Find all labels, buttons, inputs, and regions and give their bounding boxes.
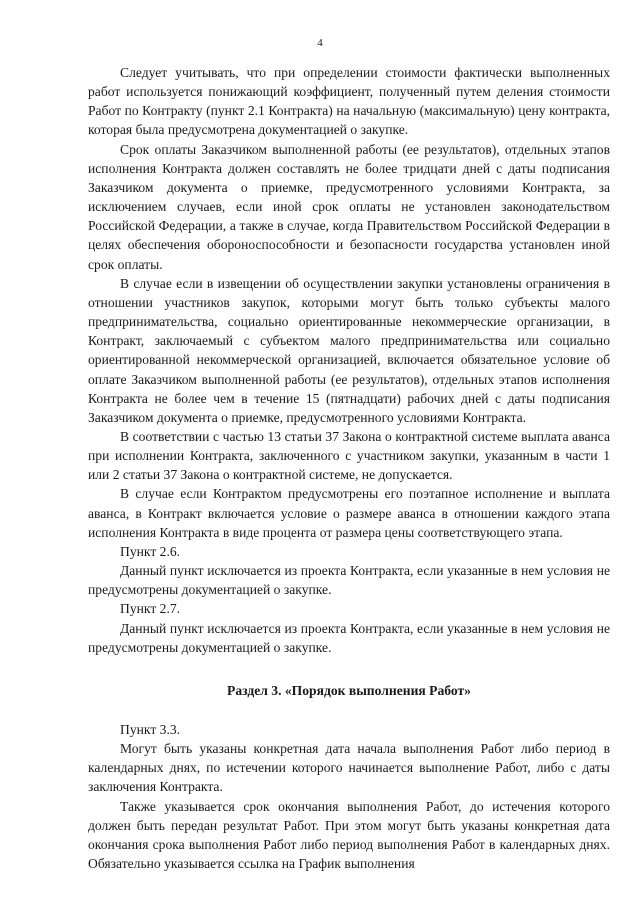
paragraph-advance-prohibition: В соответствии с частью 13 статьи 37 Закона о контрактной системе выплата аванса при исполнении Контракта, заключенного с участником закупки, указанным в части 1 или 2 статьи 37 Закона о контрактной системе, не допускается. — [88, 428, 610, 483]
clause-3-3-start-date: Могут быть указаны конкретная дата начала выполнения Работ либо период в календарных днях, по истечении которого начинается выполнение Работ, либо с даты заключения Контракта. — [88, 741, 610, 795]
section-heading: Раздел 3. «Порядок выполнения Работ» — [227, 682, 471, 698]
paragraph-stage-advance: В случае если Контрактом предусмотрены его поэтапное исполнение и выплата аванса, в Контракт включается условие о размере аванса в отношении каждого этапа исполнения Контракта в виде процента от размера цены соответствующего этапа. — [88, 486, 610, 540]
clause-2-7-label: Пункт 2.7. — [120, 601, 181, 617]
document-body — [88, 63, 610, 873]
page-number: 4 — [317, 37, 323, 49]
paragraph-cost-coefficient: Следует учитывать, что при определении стоимости фактически выполненных работ используется понижающий коэффициент, полученный путем деления стоимости Работ по Контракту (пункт 2.1 Контракта) на начальную (максимальную) цену контракта, которая была предусмотрена документацией о закупке. — [88, 65, 610, 138]
clause-3-3-label: Пункт 3.3. — [120, 722, 181, 737]
clause-2-7-text: Данный пункт исключается из проекта Контракта, если указанные в нем условия не предусмотрены документацией о закупке. — [88, 620, 610, 655]
paragraph-payment-term: Срок оплаты Заказчиком выполненной работы (ее результатов), отдельных этапов исполнения Контракта должен составлять не более тридцати дней с даты подписания Заказчиком документа о приемке, предусмотренного условиями Контракта, за исключением случаев, если иной срок оплаты не установлен законодательством Российской Федерации, а также в случае, когда Правительством Российской Федерации в целях обеспечения обороноспособности и безопасности государства установлен иной срок оплаты. — [88, 141, 610, 272]
clause-2-6-text: Данный пункт исключается из проекта Контракта, если указанные в нем условия не предусмотрены документацией о закупке. — [88, 563, 610, 598]
clause-2-6-label: Пункт 2.6. — [120, 543, 181, 559]
paragraph-small-business-payment: В случае если в извещении об осуществлении закупки установлены ограничения в отношении участников закупок, которыми могут быть только субъекты малого предпринимательства, социально ориентированные некоммерческие организации, в Контракт, заключаемый с субъектом малого предпринимательства или социально ориентированной некоммерческой организацией, включается обязательное условие об оплате Заказчиком выполненной работы (ее результатов), отдельных этапов исполнения Контракта не более чем в течение 15 (пятнадцати) рабочих дней с даты подписания Заказчиком документа о приемке, предусмотренного условиями Контракта. — [88, 275, 610, 425]
clause-3-3-end-date: Также указывается срок окончания выполнения Работ, до истечения которого должен быть передан результат Работ. При этом могут быть указаны конкретная дата окончания срока выполнения Работ либо период выполнения Работ в календарных днях. Обязательно указывается ссылка на График выполнения — [88, 798, 610, 872]
